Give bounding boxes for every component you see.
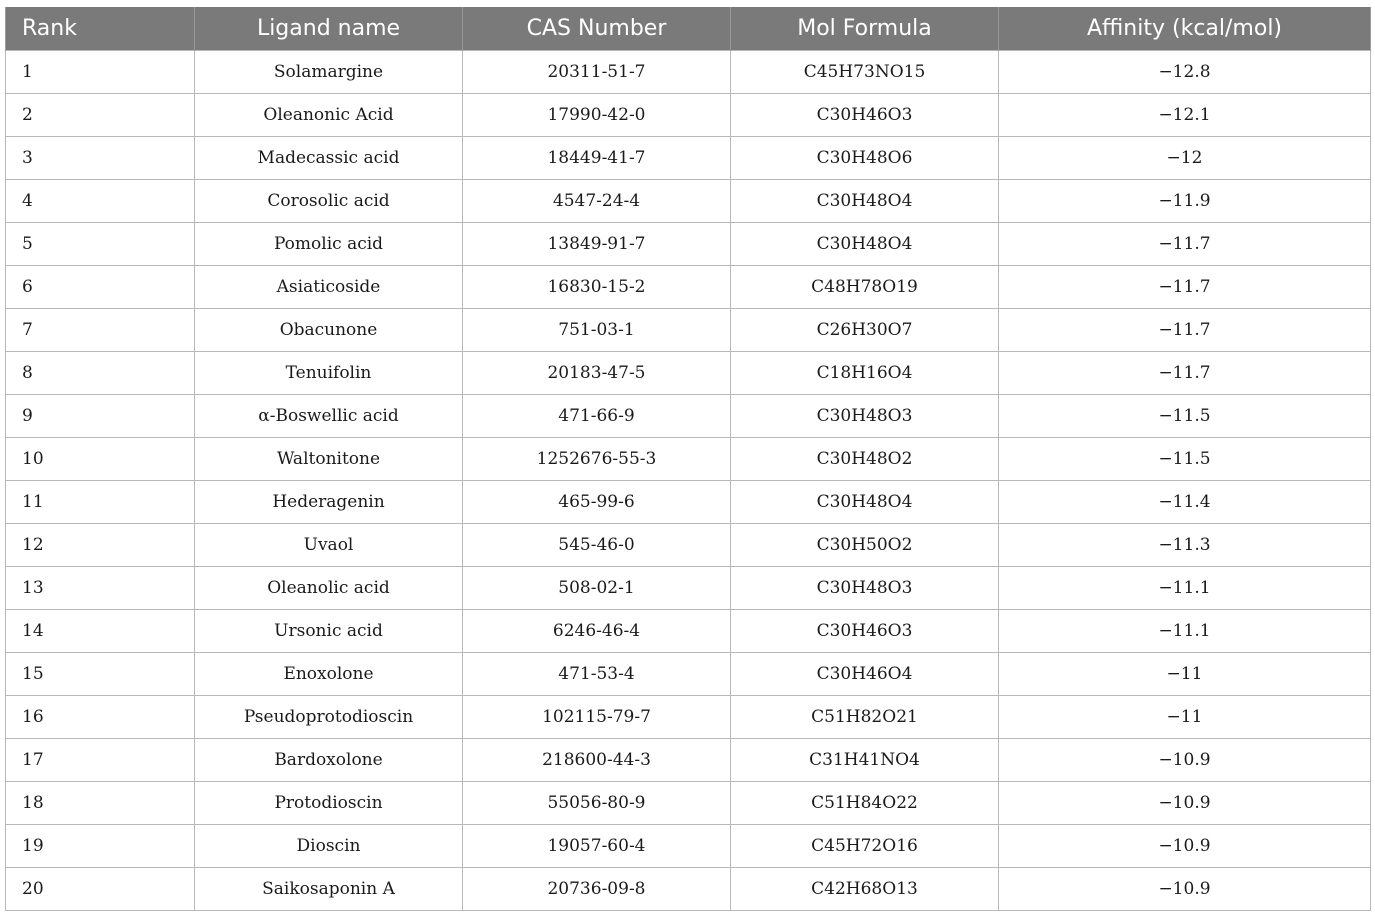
cell-mol-formula: C30H48O4: [731, 180, 999, 223]
cell-cas-number: 6246-46-4: [463, 610, 731, 653]
cell-affinity: −11.9: [999, 180, 1371, 223]
cell-rank: 7: [6, 309, 195, 352]
cell-ligand-name: Oleanolic acid: [195, 567, 463, 610]
cell-mol-formula: C51H84O22: [731, 782, 999, 825]
table-row: [6, 94, 1371, 137]
cell-cas-number: 465-99-6: [463, 481, 731, 524]
cell-mol-formula: C45H73NO15: [731, 51, 999, 94]
cell-cas-number: 751-03-1: [463, 309, 731, 352]
cell-cas-number: 19057-60-4: [463, 825, 731, 868]
table-row: [6, 137, 1371, 180]
cell-rank: 5: [6, 223, 195, 266]
table-row: [6, 481, 1371, 524]
table-row: [6, 309, 1371, 352]
table-row: [6, 223, 1371, 266]
cell-rank: 20: [6, 868, 195, 911]
cell-affinity: −11.3: [999, 524, 1371, 567]
cell-rank: 17: [6, 739, 195, 782]
cell-cas-number: 16830-15-2: [463, 266, 731, 309]
table-row: [6, 51, 1371, 94]
cell-affinity: −10.9: [999, 782, 1371, 825]
cell-mol-formula: C45H72O16: [731, 825, 999, 868]
cell-cas-number: 13849-91-7: [463, 223, 731, 266]
cell-cas-number: 17990-42-0: [463, 94, 731, 137]
cell-cas-number: 20311-51-7: [463, 51, 731, 94]
cell-ligand-name: Obacunone: [195, 309, 463, 352]
cell-mol-formula: C30H50O2: [731, 524, 999, 567]
cell-mol-formula: C30H48O4: [731, 481, 999, 524]
cell-rank: 9: [6, 395, 195, 438]
cell-ligand-name: Waltonitone: [195, 438, 463, 481]
cell-cas-number: 18449-41-7: [463, 137, 731, 180]
cell-ligand-name: Corosolic acid: [195, 180, 463, 223]
cell-mol-formula: C42H68O13: [731, 868, 999, 911]
cell-affinity: −11.7: [999, 309, 1371, 352]
cell-cas-number: 102115-79-7: [463, 696, 731, 739]
cell-affinity: −11.1: [999, 567, 1371, 610]
cell-rank: 19: [6, 825, 195, 868]
cell-ligand-name: α-Boswellic acid: [195, 395, 463, 438]
table-row: [6, 868, 1371, 911]
cell-rank: 14: [6, 610, 195, 653]
cell-mol-formula: C51H82O21: [731, 696, 999, 739]
cell-affinity: −11.4: [999, 481, 1371, 524]
cell-mol-formula: C26H30O7: [731, 309, 999, 352]
cell-cas-number: 218600-44-3: [463, 739, 731, 782]
cell-mol-formula: C48H78O19: [731, 266, 999, 309]
table-row: [6, 653, 1371, 696]
cell-mol-formula: C30H48O4: [731, 223, 999, 266]
cell-ligand-name: Oleanonic Acid: [195, 94, 463, 137]
cell-affinity: −11.5: [999, 395, 1371, 438]
cell-rank: 12: [6, 524, 195, 567]
table-row: [6, 524, 1371, 567]
cell-ligand-name: Pseudoprotodioscin: [195, 696, 463, 739]
cell-affinity: −11: [999, 653, 1371, 696]
cell-rank: 18: [6, 782, 195, 825]
cell-cas-number: 4547-24-4: [463, 180, 731, 223]
cell-rank: 6: [6, 266, 195, 309]
cell-mol-formula: C30H46O3: [731, 94, 999, 137]
cell-mol-formula: C30H48O6: [731, 137, 999, 180]
table-row: [6, 610, 1371, 653]
ligand-affinity-table-container: [5, 7, 1370, 911]
cell-ligand-name: Saikosaponin A: [195, 868, 463, 911]
cell-rank: 8: [6, 352, 195, 395]
cell-affinity: −10.9: [999, 868, 1371, 911]
cell-rank: 4: [6, 180, 195, 223]
cell-rank: 13: [6, 567, 195, 610]
table-row: [6, 352, 1371, 395]
table-body: [6, 51, 1371, 911]
table-header: [6, 7, 1371, 51]
cell-cas-number: 55056-80-9: [463, 782, 731, 825]
cell-affinity: −12: [999, 137, 1371, 180]
cell-affinity: −11: [999, 696, 1371, 739]
table-row: [6, 739, 1371, 782]
cell-ligand-name: Asiaticoside: [195, 266, 463, 309]
header-ligand-name: Ligand name: [195, 7, 463, 51]
cell-affinity: −11.7: [999, 352, 1371, 395]
cell-rank: 15: [6, 653, 195, 696]
cell-cas-number: 471-53-4: [463, 653, 731, 696]
cell-cas-number: 20736-09-8: [463, 868, 731, 911]
cell-rank: 16: [6, 696, 195, 739]
cell-cas-number: 1252676-55-3: [463, 438, 731, 481]
table-row: [6, 567, 1371, 610]
cell-affinity: −10.9: [999, 825, 1371, 868]
cell-ligand-name: Tenuifolin: [195, 352, 463, 395]
cell-mol-formula: C30H48O3: [731, 395, 999, 438]
cell-cas-number: 545-46-0: [463, 524, 731, 567]
cell-mol-formula: C30H46O3: [731, 610, 999, 653]
table-row: [6, 825, 1371, 868]
cell-affinity: −12.8: [999, 51, 1371, 94]
table-row: [6, 696, 1371, 739]
table-row: [6, 438, 1371, 481]
cell-affinity: −10.9: [999, 739, 1371, 782]
cell-ligand-name: Bardoxolone: [195, 739, 463, 782]
cell-rank: 2: [6, 94, 195, 137]
table-row: [6, 180, 1371, 223]
cell-rank: 11: [6, 481, 195, 524]
cell-mol-formula: C18H16O4: [731, 352, 999, 395]
cell-rank: 1: [6, 51, 195, 94]
cell-ligand-name: Protodioscin: [195, 782, 463, 825]
cell-affinity: −11.7: [999, 266, 1371, 309]
cell-ligand-name: Uvaol: [195, 524, 463, 567]
cell-cas-number: 20183-47-5: [463, 352, 731, 395]
header-rank: Rank: [6, 7, 195, 51]
header-mol-formula: Mol Formula: [731, 7, 999, 51]
cell-rank: 10: [6, 438, 195, 481]
cell-affinity: −11.7: [999, 223, 1371, 266]
table-row: [6, 266, 1371, 309]
cell-ligand-name: Solamargine: [195, 51, 463, 94]
header-cas-number: CAS Number: [463, 7, 731, 51]
header-affinity: Affinity (kcal/mol): [999, 7, 1371, 51]
cell-affinity: −11.5: [999, 438, 1371, 481]
cell-ligand-name: Madecassic acid: [195, 137, 463, 180]
cell-mol-formula: C30H46O4: [731, 653, 999, 696]
cell-ligand-name: Pomolic acid: [195, 223, 463, 266]
cell-affinity: −11.1: [999, 610, 1371, 653]
cell-affinity: −12.1: [999, 94, 1371, 137]
cell-mol-formula: C30H48O2: [731, 438, 999, 481]
header-row: [6, 7, 1371, 51]
cell-cas-number: 508-02-1: [463, 567, 731, 610]
cell-ligand-name: Dioscin: [195, 825, 463, 868]
cell-ligand-name: Enoxolone: [195, 653, 463, 696]
cell-ligand-name: Hederagenin: [195, 481, 463, 524]
table-row: [6, 782, 1371, 825]
cell-ligand-name: Ursonic acid: [195, 610, 463, 653]
ligand-affinity-table: [5, 7, 1371, 911]
table-row: [6, 395, 1371, 438]
cell-cas-number: 471-66-9: [463, 395, 731, 438]
cell-mol-formula: C31H41NO4: [731, 739, 999, 782]
cell-rank: 3: [6, 137, 195, 180]
cell-mol-formula: C30H48O3: [731, 567, 999, 610]
